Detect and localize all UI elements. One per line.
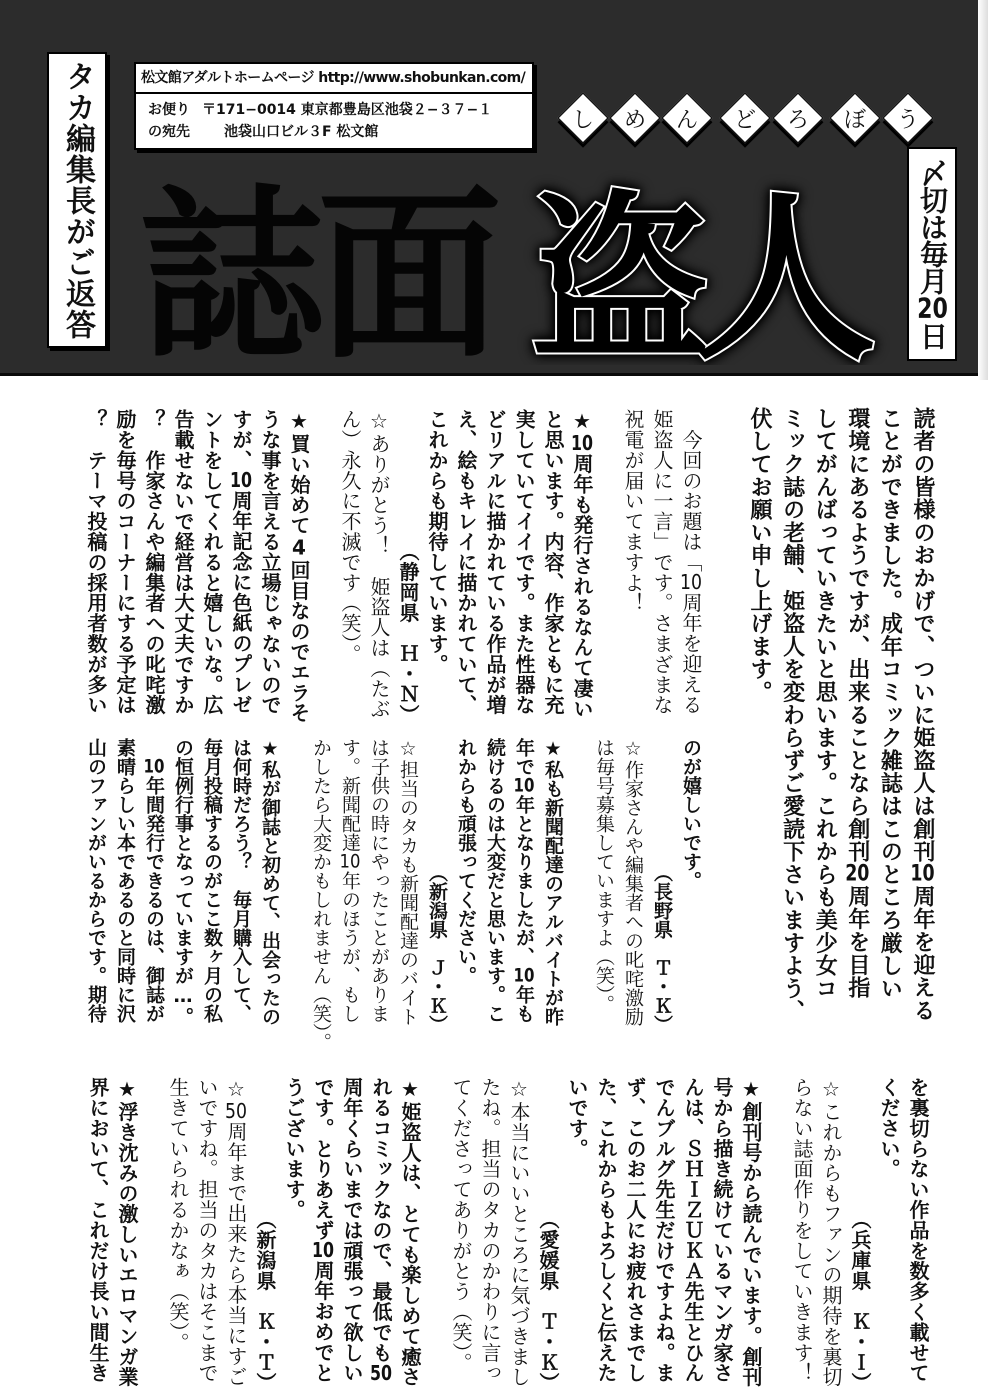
letter-line: ★私も新聞配達のアルバイトが昨 [542,738,564,1026]
editor-reply-line: たね。担当のタカのかわりに言っ [478,1077,502,1383]
letter-line: のが嬉しいです。 [680,738,702,890]
letter-line: うな事を言える立場じゃないので [258,409,282,715]
letter-attribution: （兵庫県 Ｋ・Ｉ） [848,1209,872,1393]
editor-message-line: 環境にあるようですが、出来ることなら創刊20周年を目指 [844,407,870,999]
letter-line: どリアルに描かれている作品が増 [483,409,507,715]
reading-diamond [727,100,763,136]
letter-line: 界において、これだけ長い間生き [86,1077,110,1383]
letter-line: ？ テーマ投稿の採用者数が多い [84,409,108,715]
letter-line: 周年くらいまでは頑張って欲しい [340,1077,364,1383]
letter-attribution: （愛媛県 Ｔ・Ｋ） [536,1209,560,1393]
editor-reply-line: ☆本当にいいところに気づきまし [507,1077,531,1387]
editor-reply-line: らない誌面作りをしていきます！ [790,1077,814,1383]
letter-line: いです。 [565,1077,589,1159]
letter-line: ず、このお二人にお疲れさまでし [623,1077,647,1383]
group-spacer [313,409,335,721]
letter-line: ★浮き沈みの激しいエロマンガ業 [115,1077,139,1387]
editor-reply-line: かしたら大変かもしれません（笑）。 [310,738,332,1052]
editor-reply-line: は毎号募集していますよ（笑）。 [593,738,615,1014]
letter-line: 号から描き続けているマンガ家さ [710,1077,734,1383]
letters-tier-3 [83,1077,932,1392]
letter-line: の恒例行事となっていますが…。 [172,738,194,1026]
letter-line: ？ 作家さんや編集者への叱咤激 [142,409,166,715]
mail-label [148,99,202,143]
logo-text-part2: 盗人 [530,176,863,365]
reading-char: ん [675,107,698,133]
letter-line: ください。 [877,1077,901,1179]
letter-line: ★買い始めて4回目なのでエラそ [287,409,311,723]
topic-line: 姫盗人に一言」です。さまざまな [650,409,674,715]
corner-logo [135,150,895,365]
topic-line: 今回のお題は「10周年を迎える [679,409,703,715]
reading-diamond [780,100,816,136]
reading-char: う [896,107,919,133]
letter-line: 告載せないで経営は大丈夫ですか [171,409,195,715]
letter-line: でんブルグ先生だけですよね。ま [652,1077,676,1383]
title-reading [560,92,940,148]
letter-attribution: （長野県 Ｔ・Ｋ） [651,863,673,1035]
letters-tier-2 [81,738,705,1052]
editor-reply-line: ☆ありがとう！ 姫盗人は（たぶ [367,409,391,719]
group-spacer [596,409,618,721]
editor-message-line: してがんばっていきたいと思います。これからも美少女コ [812,407,838,1000]
editor-message [742,407,938,1029]
letter-line: 年で10年となりましたが、10年も [513,738,535,1023]
deadline-text: 〆切は毎月20日 [916,159,949,349]
editor-message-line: ことができました。成年コミック雑誌はこのところ厳しい [877,407,903,1000]
letter-line: 山のファンがいるからです。期待 [85,738,107,1023]
editor-reply-line: ☆50周年まで出来たら本当にすご [224,1077,248,1387]
reading-char: め [623,107,646,133]
contact-box [134,62,534,150]
homepage-link[interactable]: 松文館アダルトホームページ http://www.shobunkan.com/ [136,64,532,94]
letter-line: これからも期待しています。 [425,409,449,675]
editor-reply-line: 生きていられるかなぁ（笑）。 [166,1077,190,1353]
address-line: 池袋山口ビル３F 松文館 [224,124,379,140]
letter-line: れからも頑張ってください。 [455,738,477,985]
mail-label-line: の宛先 [148,124,190,140]
section-title: タカ編集長がご返答 [47,52,107,348]
letter-line: ントをしてくれると嬉しいな。広 [200,409,224,715]
letter-line: ★姫盗人は、とても楽しめて癒さ [398,1077,422,1387]
scan-edge [978,0,988,380]
group-spacer [765,1077,787,1392]
editor-reply-line: ☆作家さんや編集者への叱咤激励 [622,738,644,1026]
letter-line: ★創刊号から読んでいます。創刊 [739,1077,763,1387]
mail-label-line: お便り [148,102,190,118]
reading-diamond [565,100,601,136]
letter-line: 毎月投稿するのがここ数ヶ月の私 [201,738,223,1023]
editor-message-line: ミック誌の老舗、姫盗人を変わらずご愛読下さいますよう、 [779,407,805,1023]
group-spacer [141,1077,163,1392]
editor-reply-line: いですね。担当のタカはそこまで [195,1077,219,1383]
letter-line: 素晴らしい本であるのと同時に沢 [114,738,136,1023]
reading-diamond [617,100,653,136]
mailing-address [136,94,532,143]
logo-text-part1: 誌面 [140,168,494,365]
group-spacer [284,738,306,1038]
letter-line: 励を毎号のコーナーにする予定は [113,409,137,715]
group-spacer [567,738,589,1038]
letter-line: ★私が御誌と初めて、出会ったの [259,738,281,1026]
reading-char: ろ [786,107,809,133]
letter-line: は何時だろう？ 毎月購入して、 [230,738,252,1023]
reading-char: ど [733,107,756,133]
editor-reply-line: ☆これからもファンの期待を裏切 [819,1077,843,1387]
letter-line: ★10周年も発行されるなんて凄い [570,409,594,719]
deadline-badge [907,147,957,361]
topic-line: 祝電が届いてますよ！ [621,409,645,613]
letter-line: れるコミックなので、最低でも50 [369,1077,393,1383]
letter-line: と思います。内容、作家ともに充 [541,409,565,715]
letter-line: 続けるのは大変だと思います。こ [484,738,506,1023]
reading-diamond [890,100,926,136]
letter-line: を裏切らない作品を数多く載せて [906,1077,930,1383]
editor-message-line: 伏してお願い申し上げます。 [747,407,773,704]
letter-line: た、これからもよろしくと伝えた [594,1077,618,1383]
page-header [0,0,988,376]
reading-diamond [837,100,873,136]
letters-tier-1 [81,409,705,725]
letter-line: すが、10周年記念に色紙のプレゼ [229,409,253,715]
editor-reply-line: ん）永久に不滅です（笑）。 [338,409,362,665]
group-spacer [424,1077,446,1392]
letter-line: うございます。 [282,1077,306,1220]
editor-reply-line: す。新聞配達10年のほうが、もし [339,738,361,1023]
editor-reply-line: は子供の時にやったことがありま [368,738,390,1023]
letter-attribution: （静岡県 Ｈ・Ｎ） [396,541,420,725]
reading-char: し [571,107,594,133]
reading-diamond [669,100,705,136]
letter-line: 実していてイイです。また性器な [512,409,536,715]
letter-line: 10年間発行できるのは、御誌が [143,757,165,1023]
address-line: 〒171−0014 東京都豊島区池袋２−３７−１ [202,102,493,118]
editor-message-line: 読者の皆様のおかげで、ついに姫盗人は創刊10周年を迎える [910,407,935,1022]
letter-attribution: （新潟県 Ｋ・Ｔ） [253,1209,277,1393]
reading-char: ぼ [843,107,866,133]
letter-line: え、絵もキレイに描かれていて、 [454,409,478,715]
letter-line: んは、ＳＨＩＺＵＫＡ先生とひん [681,1077,705,1383]
letter-line: です。とりあえず10周年おめでと [311,1077,335,1383]
editor-reply-line: ☆担当のタカも新聞配達のバイト [397,738,419,1026]
letter-attribution: （新潟県 Ｊ・Ｋ） [426,863,448,1035]
editor-reply-line: てくださってありがとう（笑）。 [449,1077,473,1373]
